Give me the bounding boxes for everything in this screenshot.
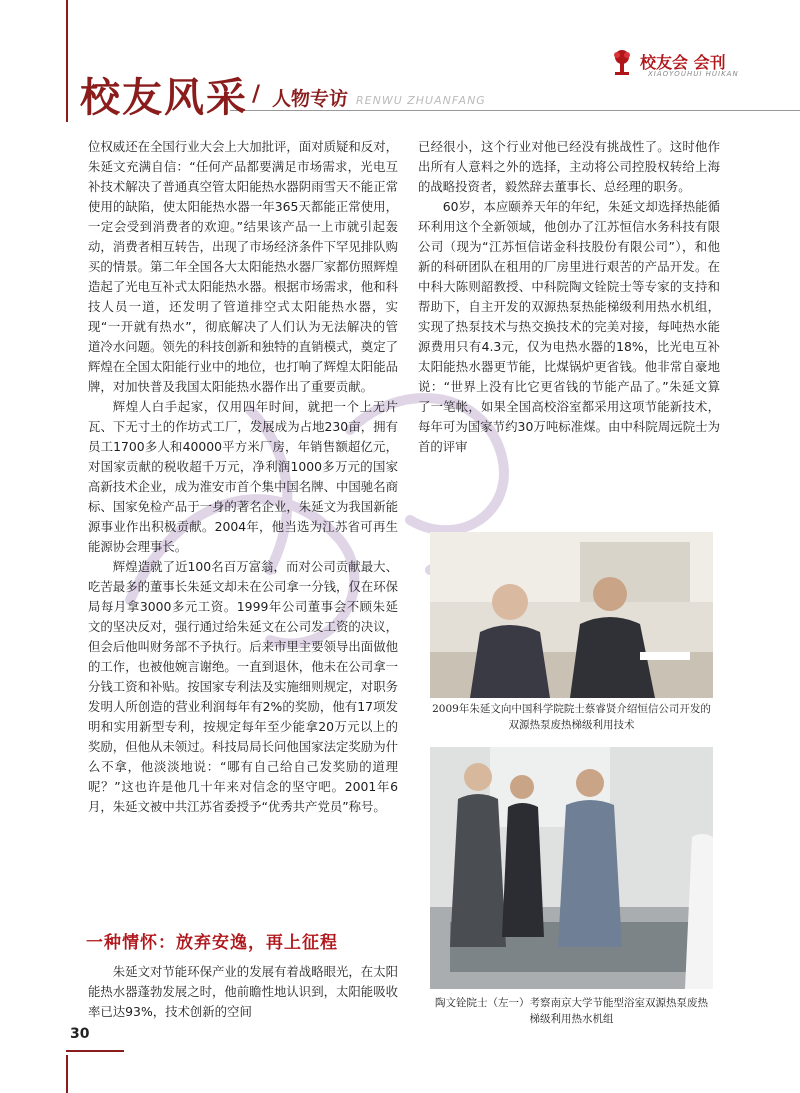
paragraph: 辉煌人白手起家，仅用四年时间，就把一个上无片瓦、下无寸土的作坊式工厂，发展成为占地230亩，拥有员工1700多人和40000平方米厂房，年销售额超亿元，对国家贡献的税收超千万元，净利润1000多万元的国家高新技术企业，成为淮安市首个集中国名牌、中国驰名商标、国家免检产品于一身的著名企业，朱延文为我国新能源事业作出积极贡献。2004年，他当选为江苏省可再生能源协会理事长。: [88, 399, 398, 554]
paragraph: 朱延文对节能环保产业的发展有着战略眼光，在太阳能热水器蓬勃发展之时，他前瞻性地认识到，太阳能吸收率已达93%，技术创新的空间: [88, 964, 398, 1019]
journal-title: 校友会 会刊: [640, 53, 726, 72]
photo-inspection: [430, 747, 713, 989]
section-subtitle: 人物专访: [272, 88, 349, 110]
section-pinyin: RENWU ZHUANFANG: [356, 94, 486, 107]
left-margin-rule: [66, 0, 68, 122]
page-number-rule: [66, 1050, 124, 1052]
section-title: 校友风采: [80, 74, 248, 121]
alumni-logo-icon: [610, 48, 634, 76]
paragraph: 辉煌造就了近100名百万富翁，而对公司贡献最大、吃苦最多的董事长朱延文却未在公司拿一分钱，仅在环保局每月拿3000多元工资。1999年公司董事会不顾朱延文的坚决反对，强行通过给朱延文在公司发工资的决议，但会后他叫财务部不予执行。后来市里主要领导出面做他的工作，也被他婉言谢绝。一直到退休，他未在公司拿一分钱工资和补贴。按国家专利法及实施细则规定，对职务发明人所创造的营业利润每年有2%的奖励，他有17项发明和实用新型专利，按规定每年至少能拿20万元以上的奖励，但他从未领过。科技局局长问他国家法定奖励为什么不拿，他淡淡地说：“哪有自己给自己发奖励的道理呢？”这也许是他几十年来对信念的坚守吧。2001年6月，朱延文被中共江苏省委授予“优秀共产党员”称号。: [88, 559, 398, 814]
photo-caption: 2009年朱延文向中国科学院院士蔡睿贤介绍恒信公司开发的双源热泵废热梯级利用技术: [432, 703, 711, 731]
photo-meeting: [430, 532, 713, 698]
paragraph: 位权威还在全国行业大会上大加批评，面对质疑和反对，朱延文充满自信：“任何产品都要满足市场需求，光电互补技术解决了普通真空管太阳能热水器阴雨雪天不能正常使用的缺陷，使太阳能热水器一年365天都能正常使用，一定会受到消费者的欢迎。”结果该产品一上市就引起轰动，消费者相互转告，出现了市场经济条件下罕见排队购买的情景。第二年全国各大太阳能热水器厂家都仿照辉煌造起了光电互补式太阳能热水器。根据市场需求，他和科技人员一道，还发明了管道排空式太阳能热水器，实现“一开就有热水”，彻底解决了人们认为无法解决的管道冷水问题。领先的科技创新和独特的直销模式，奠定了辉煌在全国太阳能行业中的地位，也打响了辉煌太阳能品牌，对加快普及我国太阳能热水器作出了重要贡献。: [88, 139, 398, 394]
section-separator: /: [252, 82, 261, 107]
subheading: 一种情怀：放弃安逸，再上征程: [86, 933, 338, 953]
left-column: [88, 137, 398, 817]
photo-caption: 陶文铨院士（左一）考察南京大学节能型浴室双源热泵废热梯级利用热水机组: [435, 997, 708, 1025]
left-column-continued: [88, 962, 398, 1022]
page-number: 30: [70, 1026, 90, 1042]
right-column: [418, 137, 720, 457]
paragraph: 已经很小，这个行业对他已经没有挑战性了。这时他作出所有人意料之外的选择，主动将公司控股权转给上海的战略投资者，毅然辞去董事长、总经理的职务。: [418, 139, 720, 194]
paragraph: 60岁，本应颐养天年的年纪，朱延文却选择热能循环利用这个全新领域，他创办了江苏恒信水务科技有限公司（现为“江苏恒信诺金科技股份有限公司”），和他新的科研团队在租用的厂房里进行艰苦的产品开发。在中科大陈则韶教授、中科院陶文铨院士等专家的支持和帮助下，自主开发的双源热泵热能梯级利用热水机组，实现了热泵技术与热交换技术的完美对接，每吨热水能源费用只有4.3元，仅为电热水器的18%，比光电互补太阳能热水器更节能，比煤锅炉更省钱。他非常自豪地说：“世界上没有比它更省钱的节能产品了。”朱延文算了一笔帐，如果全国高校浴室都采用这项节能新技术，每年可为国家节约30万吨标准煤。由中科院周远院士为首的评审: [418, 199, 720, 454]
journal-subtitle: XIAOYOUHUI HUIKAN: [648, 70, 739, 78]
left-margin-rule-bottom: [66, 1055, 68, 1093]
